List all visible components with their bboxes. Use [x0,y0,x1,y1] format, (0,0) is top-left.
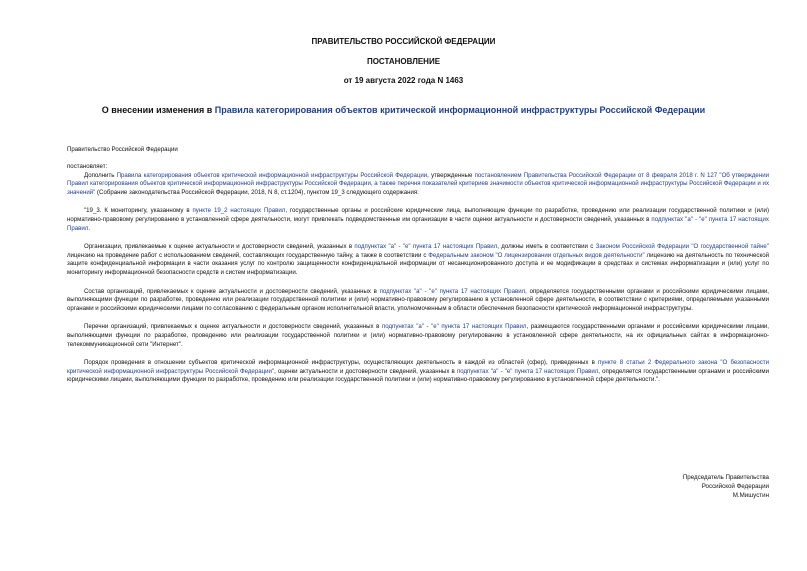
decides-line: постановляет: [67,163,108,170]
item-19-2-link[interactable]: пункте 19_2 настоящих Правил [192,207,286,215]
resolution-127-link[interactable]: постановлением Правительства Российской Федерации от 8 февраля 2018 г. N 127 "Об утверждении Правил категорирования объектов критической информационной инфраструктуры Российской Федерации, а также перечня показателей критериев значимости объектов критической информационной инфраструктуры Российской Федерации и их значений" [67,171,769,196]
licensing-law-link[interactable]: Федеральным законом "О лицензировании отдельных видов деятельности" [428,251,645,259]
signature-position: Председатель Правительства [682,474,769,481]
paragraph-4: Состав организаций, привлекаемых к оценке актуальности и достоверности сведений, указанных в подпунктах "а" - "е" пункта 17 настоящих Правил, определяется государственными органами и российскими юридическими лицами, выполняющими функции по разработке, проведению или реализации государственной политики и (или) нормативно-правовому регулированию в установленной сфере деятельности, в соответствии с критериями, определяемыми указанными органами и российскими юридическими лицами по согласованию с федеральным органом исполнительной власти, уполномоченным в области обеспечения безопасности критической информационной инфраструктуры. [67,287,770,312]
intro-gov-line: Правительство Российской Федерации [67,146,178,153]
cii-law-link[interactable]: пункте 8 статьи 2 Федерального закона "О безопасности критической информационной инфраструктуры Российской Федерации" [67,359,769,375]
paragraph-2: "19_3. К мониторингу, указанному в пункте 19_2 настоящих Правил, государственные органы и российские юридические лица, выполняющие функции по разработке, проведению или реализации государственной политики и (или) нормативно-правовому регулированию в установленной сфере деятельности, могут привлекать подведомственные им организации в части оценки актуальности и достоверности сведений, указанных в подпунктах "а" - "е" пункта 17 настоящих Правил. [67,207,769,232]
document-date-number: от 19 августа 2022 года N 1463 [343,76,464,85]
title-rules-link[interactable]: Правила категорирования объектов критической информационной инфраструктуры Российской Федерации [214,105,706,115]
paragraph-1: Дополнить Правила категорирования объектов критической информационной инфраструктуры Российской Федерации, утвержденные постановлением Правительства Российской Федерации от 8 февраля 2018 г. N 127 "Об утверждении Правил категорирования объектов критической информационной инфраструктуры Российской Федерации, а также перечня показателей критериев значимости объектов критической информационной инфраструктуры Российской Федерации и их значений" (Собрание законодательства Российской Федерации, 2018, N 8, ст.1204), пунктом 19_3 следующего содержания: [67,171,769,196]
state-secret-law-link[interactable]: Законом Российской Федерации "О государственной тайне" [595,243,769,251]
item-17-link[interactable]: подпунктах "а" - "е" пункта 17 настоящих Правил [67,215,769,232]
paragraph-6: Порядок проведения в отношении субъектов критической информационной инфраструктуры, осуществляющих деятельность в каждой из областей (сфер), приведенных в пункте 8 статьи 2 Федерального закона "О безопасности критической информационной инфраструктуры Российской Федерации", оценки актуальности и достоверности сведений, указанных в подпунктах "а" - "е" пункта 17 настоящих Правил, определяется государственными органами и российскими юридическими лицами, выполняющими функции по разработке, проведению или реализации государственной политики и (или) нормативно-правовому регулированию в установленной сфере деятельности.". [67,359,769,384]
item-17-link[interactable]: подпунктах "а" - "е" пункта 17 настоящих Правил [456,367,599,375]
rules-link[interactable]: Правила категорирования объектов критической информационной инфраструктуры Российской Федерации [116,171,428,179]
signature-country: Российской Федерации [701,482,769,490]
document-type: ПОСТАНОВЛЕНИЕ [366,57,441,66]
paragraph-5: Перечни организаций, привлекаемых к оценке актуальности и достоверности сведений, указанных в подпунктах "а" - "е" пункта 17 настоящих Правил, размещаются государственными органами и российскими юридическими лицами, выполняющими функции по разработке, проведению или реализации государственной политики и (или) нормативно-правовому регулированию в установленной сфере деятельности, на их официальных сайтах в информационно-телекоммуникационной сети "Интернет". [67,323,769,348]
document-title [0,105,807,115]
paragraph-3: Организации, привлекаемые к оценке актуальности и достоверности сведений, указанных в подпунктах "а" - "е" пункта 17 настоящих Правил, должны иметь в соответствии с Законом Российской Федерации "О государственной тайне" лицензию на проведение работ с использованием сведений, составляющих государственную тайну, а также в соответствии с Федеральным законом "О лицензировании отдельных видов деятельности" лицензию на деятельность по технической защите конфиденциальной информации в части оказания услуг по контролю защищенности конфиденциальной информации от несанкционированного доступа и ее модификации в средствах и системах информатизации и (или) услуг по мониторингу информационной безопасности средств и систем информатизации. [67,243,769,276]
intro-government [67,146,769,155]
title-prefix: О внесении изменения в [101,105,215,115]
signature-name: М.Мишустин [732,491,769,499]
main-text [67,163,769,385]
item-17-link[interactable]: подпунктах "а" - "е" пункта 17 настоящих Правил [381,323,527,331]
item-17-link[interactable]: подпунктах "а" - "е" пункта 17 настоящих Правил [379,287,526,295]
signature-block [683,474,769,500]
item-17-link[interactable]: подпунктах "а" - "е" пункта 17 настоящих Правил [354,243,498,251]
government-heading: ПРАВИТЕЛЬСТВО РОССИЙСКОЙ ФЕДЕРАЦИИ [311,37,496,46]
